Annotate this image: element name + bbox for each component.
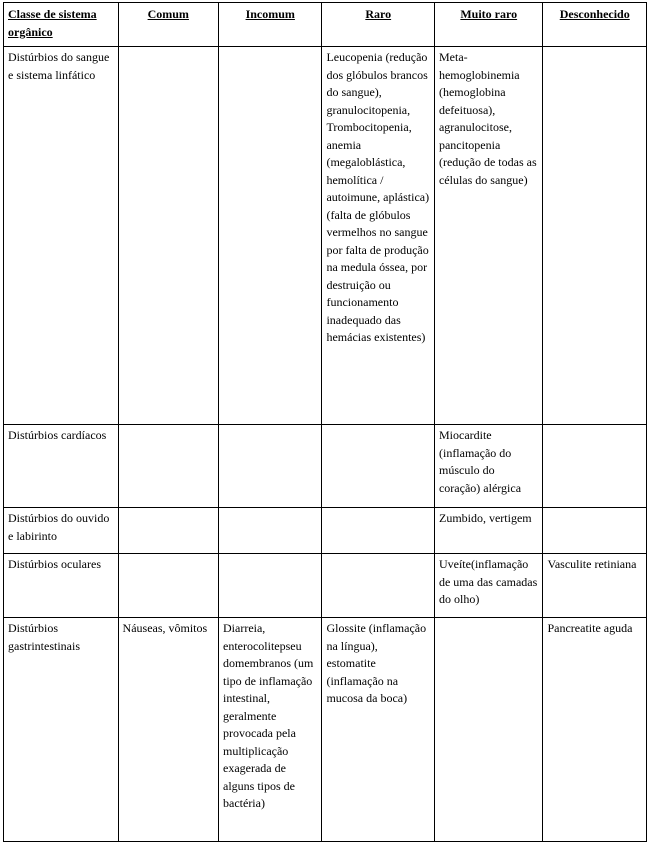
header-raro: Raro xyxy=(322,3,435,47)
cell-incomum xyxy=(219,508,322,554)
table-header-row xyxy=(4,3,647,47)
table-row xyxy=(4,47,647,425)
cell-desconhecido: Vasculite retiniana xyxy=(543,554,647,618)
cell-comum: Náuseas, vômitos xyxy=(118,618,218,842)
adverse-reactions-table xyxy=(3,2,647,842)
cell-raro: Glossite (inflamação na língua), estomatite (inflamação na mucosa da boca) xyxy=(322,618,435,842)
table-row xyxy=(4,508,647,554)
cell-raro xyxy=(322,508,435,554)
cell-desconhecido: Pancreatite aguda xyxy=(543,618,647,842)
cell-muito-raro: Meta-hemoglobinemia (hemoglobina defeituosa), agranulocitose, pancitopenia (redução de todas as células do sangue) xyxy=(434,47,543,425)
cell-incomum xyxy=(219,425,322,508)
cell-incomum: Diarreia, enterocolitepseu domembranos (um tipo de inflamação intestinal, geralmente provocada pela multiplicação exagerada de alguns tipos de bactéria) xyxy=(219,618,322,842)
cell-system: Distúrbios do sangue e sistema linfático xyxy=(4,47,119,425)
table-row xyxy=(4,618,647,842)
cell-system: Distúrbios gastrintestinais xyxy=(4,618,119,842)
cell-muito-raro: Uveíte(inflamação de uma das camadas do olho) xyxy=(434,554,543,618)
cell-desconhecido xyxy=(543,425,647,508)
cell-system: Distúrbios oculares xyxy=(4,554,119,618)
cell-desconhecido xyxy=(543,47,647,425)
header-system-class: Classe de sistema orgânico xyxy=(4,3,119,47)
table-row xyxy=(4,554,647,618)
header-muito-raro: Muito raro xyxy=(434,3,543,47)
cell-comum xyxy=(118,508,218,554)
cell-raro xyxy=(322,425,435,508)
cell-raro: Leucopenia (redução dos glóbulos brancos do sangue), granulocitopenia, Trombocitopenia, anemia (megaloblástica, hemolítica / autoimune, aplástica) (falta de glóbulos vermelhos no sangue por falta de produção na medula óssea, por destruição ou funcionamento inadequado das hemácias existentes) xyxy=(322,47,435,425)
cell-incomum xyxy=(219,47,322,425)
cell-muito-raro: Miocardite (inflamação do músculo do coração) alérgica xyxy=(434,425,543,508)
table-row xyxy=(4,425,647,508)
cell-comum xyxy=(118,425,218,508)
cell-system: Distúrbios do ouvido e labirinto xyxy=(4,508,119,554)
cell-comum xyxy=(118,554,218,618)
cell-comum xyxy=(118,47,218,425)
header-comum: Comum xyxy=(118,3,218,47)
header-incomum: Incomum xyxy=(219,3,322,47)
cell-incomum xyxy=(219,554,322,618)
cell-raro xyxy=(322,554,435,618)
cell-muito-raro xyxy=(434,618,543,842)
cell-desconhecido xyxy=(543,508,647,554)
header-desconhecido: Desconhecido xyxy=(543,3,647,47)
cell-system: Distúrbios cardíacos xyxy=(4,425,119,508)
cell-muito-raro: Zumbido, vertigem xyxy=(434,508,543,554)
